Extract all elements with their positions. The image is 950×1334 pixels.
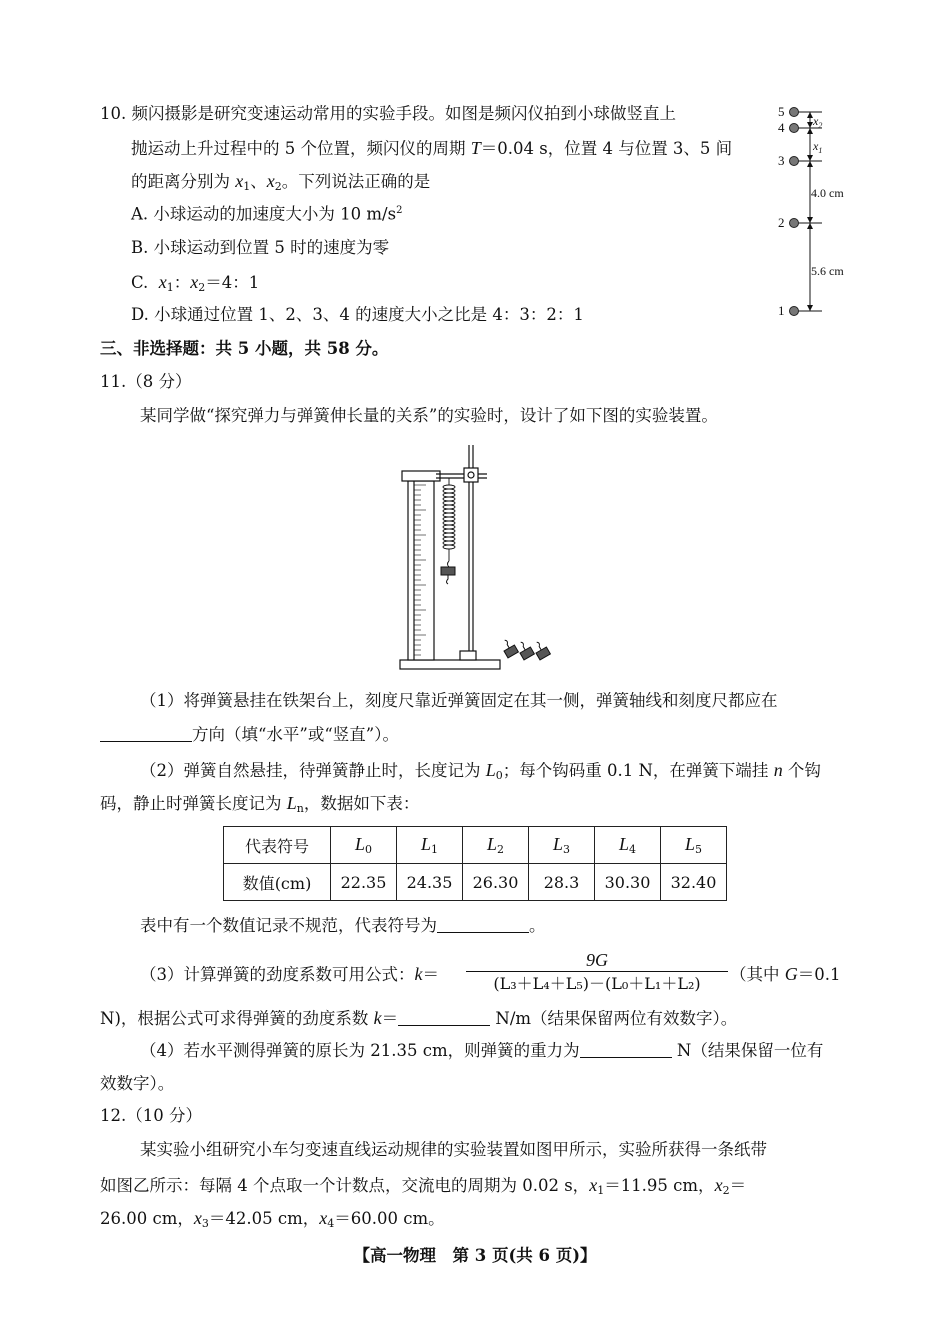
q12-heading: 12.（10 分） xyxy=(100,1106,202,1125)
q10-line-3: 的距离分别为 $x_1$、$x_2$。下列说法正确的是 xyxy=(131,171,431,193)
table-cell: $L_3$ xyxy=(529,827,595,864)
q11-part2-line2: 码，静止时弹簧长度记为 $L_n$，数据如下表： xyxy=(100,793,420,815)
table-row xyxy=(224,864,727,901)
q12-line-1: 某实验小组研究小车匀变速直线运动规律的实验装置如图甲所示，实验所获得一条纸带 xyxy=(140,1140,767,1159)
q11-part2-line1: （2）弹簧自然悬挂，待弹簧静止时，长度记为 $L_0$；每个钩码重 0.1 N，在弹簧下端挂 n 个钩 xyxy=(140,760,821,782)
q10-option-d: D. 小球通过位置 1、2、3、4 的速度大小之比是 4：3：2：1 xyxy=(131,305,584,324)
table-cell: $L_4$ xyxy=(595,827,661,864)
pos-label-4: 4 xyxy=(778,120,785,135)
table-cell: $L_2$ xyxy=(463,827,529,864)
q10-option-a: A. 小球运动的加速度大小为 10 $m/s^2$ xyxy=(131,204,403,224)
spring-apparatus-figure xyxy=(396,443,560,673)
q12-line-3: 26.00 cm，$x_3=42.05$ cm，$x_4=60.00$ cm。 xyxy=(100,1208,445,1230)
q11-part2-line3: 表中有一个数值记录不规范，代表符号为 。 xyxy=(140,916,546,935)
table-cell: 24.35 xyxy=(397,864,463,901)
table-cell: $L_1$ xyxy=(397,827,463,864)
page-footer: 【高一物理 第 3 页(共 6 页)】 xyxy=(353,1246,597,1265)
spring-coil-icon xyxy=(443,478,455,567)
q11-part4-line1: （4）若水平测得弹簧的原长为 21.35 cm，则弹簧的重力为 N（结果保留一位有 xyxy=(140,1041,824,1060)
q10-option-b: B. 小球运动到位置 5 时的速度为零 xyxy=(131,238,390,257)
q11-part1-line1: （1）将弹簧悬挂在铁架台上，刻度尺靠近弹簧固定在其一侧，弹簧轴线和刻度尺都应在 xyxy=(140,691,778,710)
answer-blank-3[interactable] xyxy=(398,1011,490,1026)
pos-label-3: 3 xyxy=(778,153,785,168)
table-cell: $L_0$ xyxy=(331,827,397,864)
dist-3-2: 4.0 cm xyxy=(811,186,844,200)
section-3-heading: 三、非选择题：共 5 小题，共 58 分。 xyxy=(100,339,389,358)
ball-icon xyxy=(790,108,799,316)
q11-heading: 11.（8 分） xyxy=(100,372,192,391)
table-cell: 22.35 xyxy=(331,864,397,901)
q11-part4-line2: 效数字）。 xyxy=(100,1074,175,1093)
table-header-symbol: 代表符号 xyxy=(224,827,331,864)
table-cell: 26.30 xyxy=(463,864,529,901)
stiffness-formula: 9G (L₃＋L₄＋L₅)－(L₀＋L₁＋L₂) xyxy=(466,950,728,995)
q10-line-1: 10. 频闪摄影是研究变速运动常用的实验手段。如图是频闪仪拍到小球做竖直上 xyxy=(100,104,676,123)
spare-weights-icon xyxy=(500,637,551,660)
table-row xyxy=(224,827,727,864)
q10-line-2: 抛运动上升过程中的 5 个位置，频闪仪的周期 T＝0.04 s，位置 4 与位置 3、5 间 xyxy=(131,138,733,158)
q11-part3-line2: N)，根据公式可求得弹簧的劲度系数 k＝ N/m（结果保留两位有效数字）。 xyxy=(100,1008,738,1028)
answer-blank-4[interactable] xyxy=(580,1043,672,1058)
table-cell: 28.3 xyxy=(529,864,595,901)
q11-part3-line1-end: （其中 G＝0.1 xyxy=(730,964,841,984)
table-cell: $L_5$ xyxy=(661,827,727,864)
answer-blank-2[interactable] xyxy=(437,918,529,933)
pos-label-2: 2 xyxy=(778,215,785,230)
pos-label-1: 1 xyxy=(778,303,785,318)
dist-2-1: 5.6 cm xyxy=(811,264,844,278)
table-header-value: 数值(cm) xyxy=(224,864,331,901)
answer-blank-1[interactable] xyxy=(100,727,192,742)
x1-label: $x_1$ xyxy=(813,139,823,155)
q10-option-c: C. $x_1$：$x_2=4$：1 xyxy=(131,272,260,294)
x2-label: $x_2$ xyxy=(813,114,823,130)
table-cell: 30.30 xyxy=(595,864,661,901)
q12-line-2: 如图乙所示：每隔 4 个点取一个计数点，交流电的周期为 0.02 s，$x_1=11.95$ cm，$x_2=$ xyxy=(100,1175,747,1197)
q11-part1-line2: 方向（填“水平”或“竖直”）。 xyxy=(100,727,399,744)
q11-intro: 某同学做“探究弹力与弹簧伸长量的关系”的实验时，设计了如下图的实验装置。 xyxy=(140,406,718,425)
hook-weight-icon xyxy=(441,567,455,584)
data-table xyxy=(223,826,727,901)
pos-label-5: 5 xyxy=(778,104,785,119)
table-cell: 32.40 xyxy=(661,864,727,901)
strobe-figure xyxy=(772,100,862,320)
q11-part3-line1: （3）计算弹簧的劲度系数可用公式：k＝ xyxy=(140,964,439,984)
